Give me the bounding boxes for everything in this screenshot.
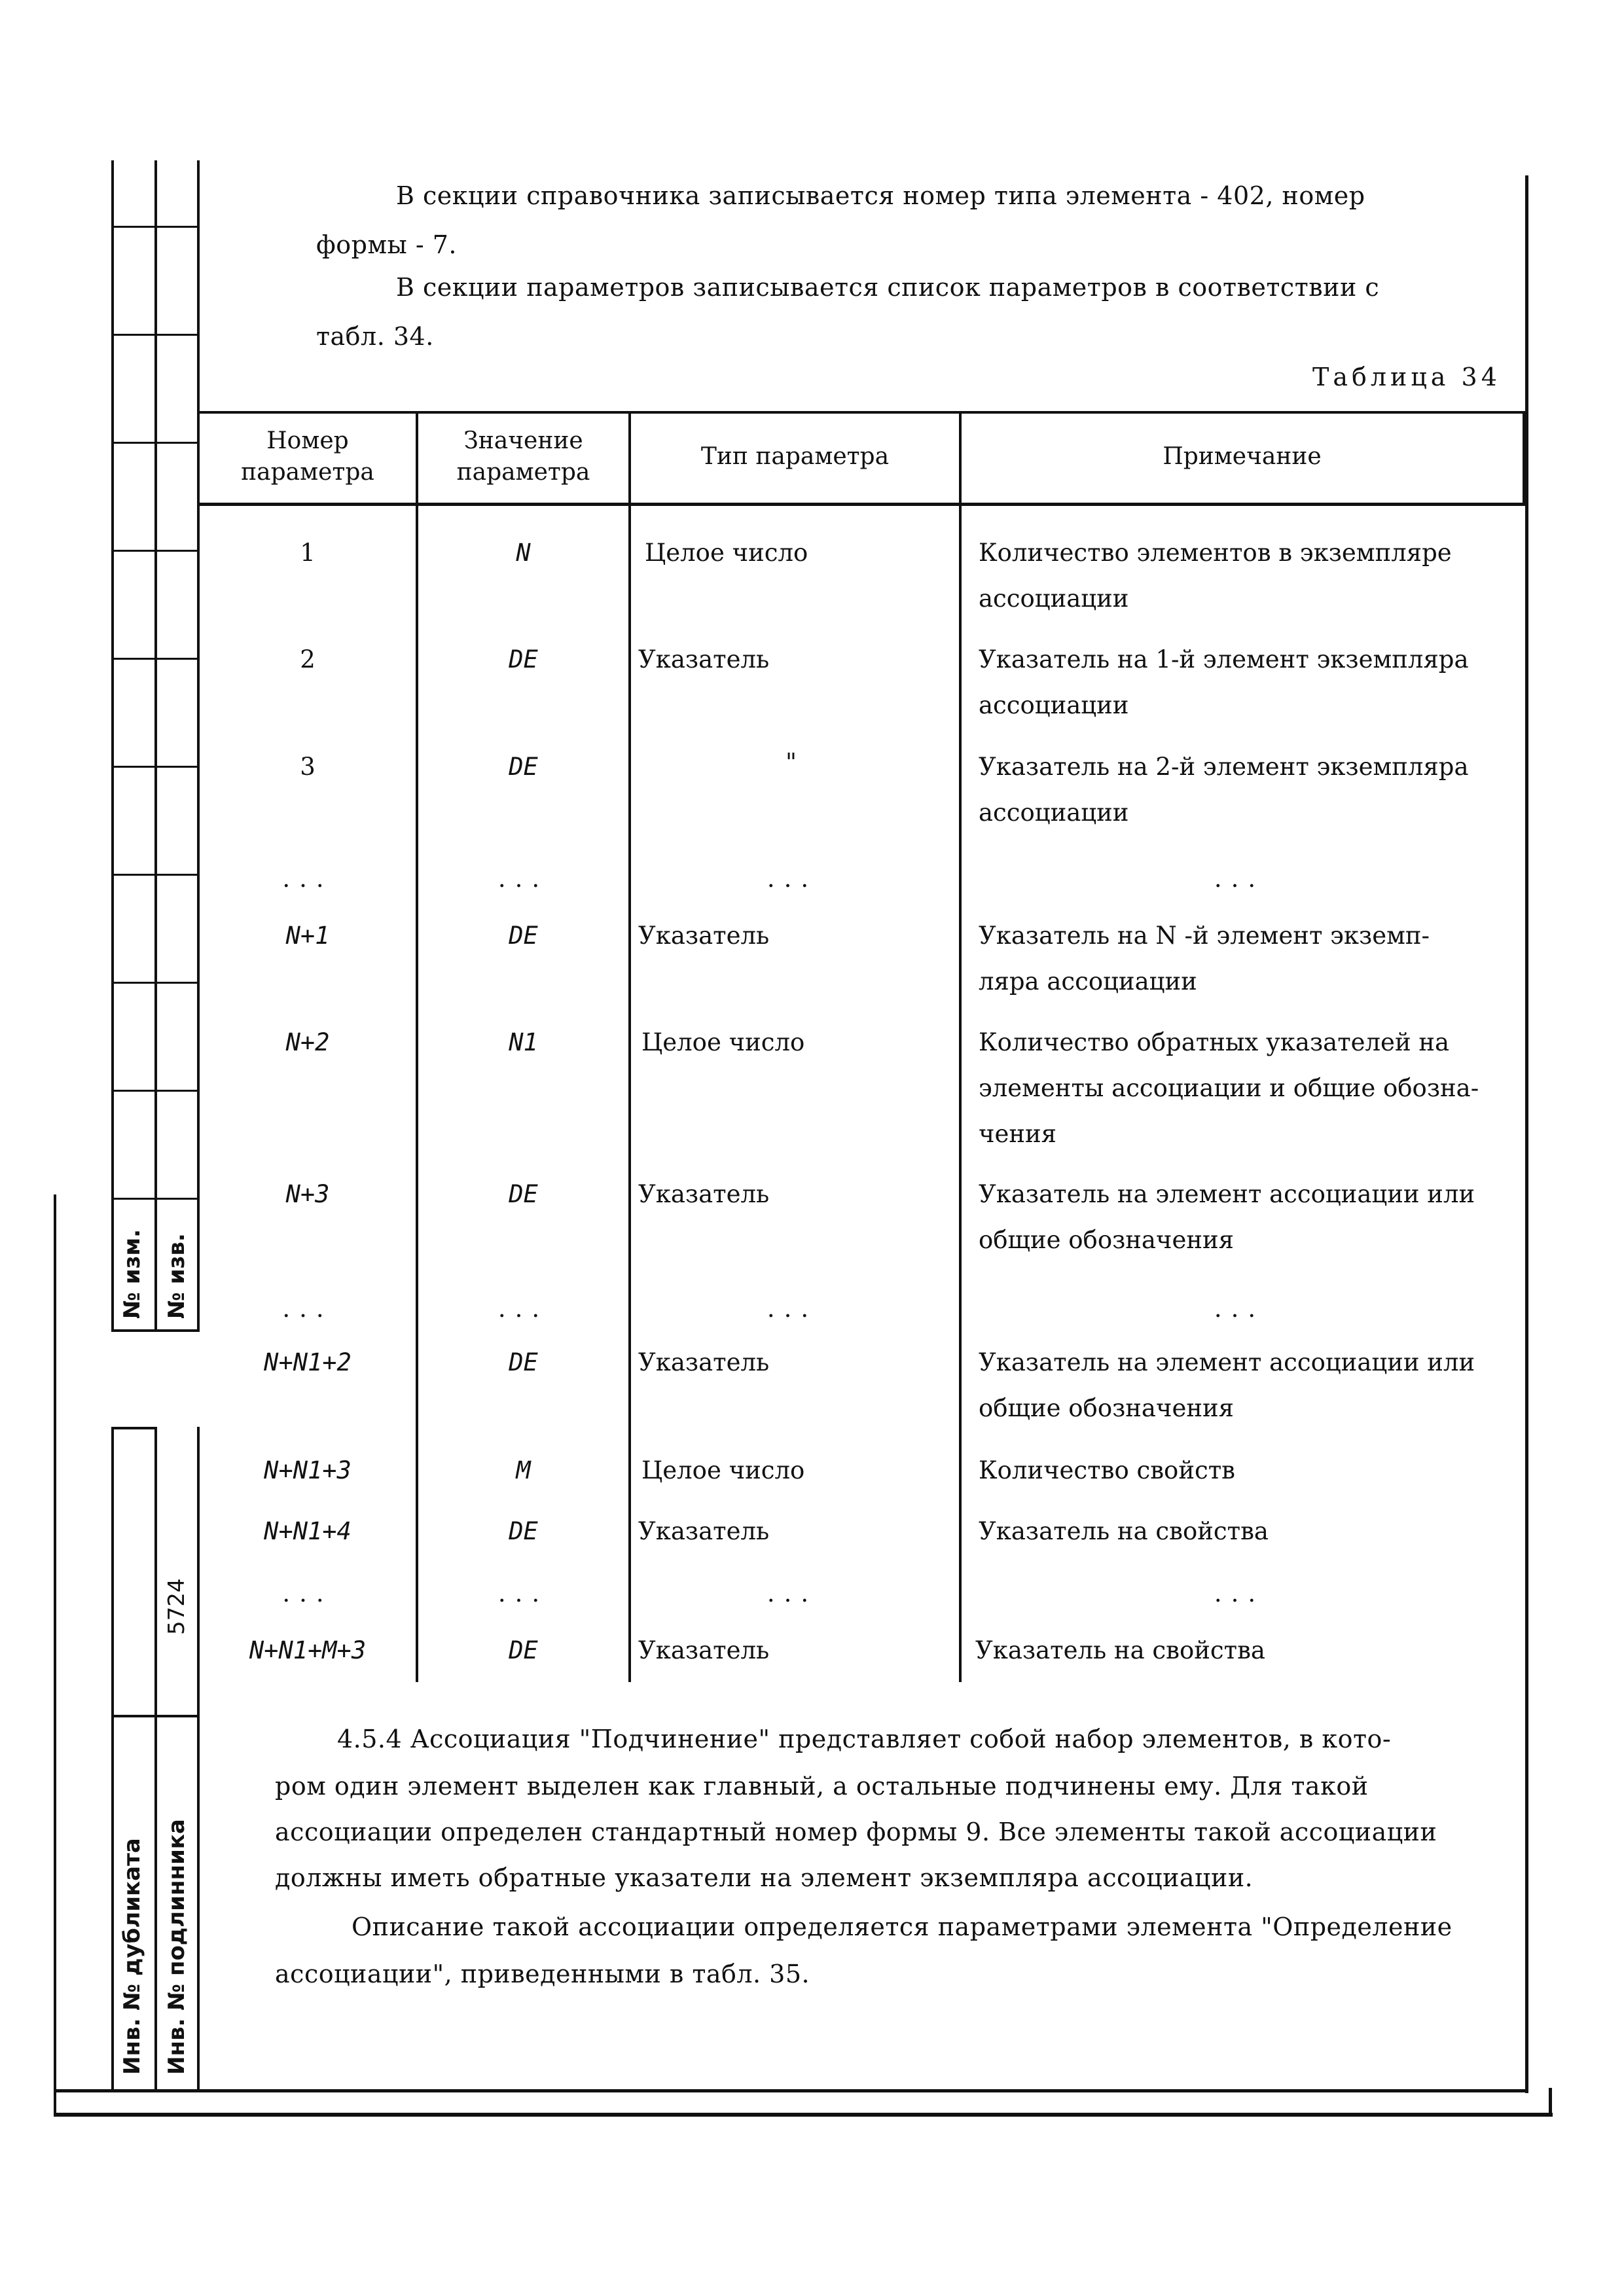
table-row-1-type: Целое число [645, 539, 808, 567]
table-row-13-num: N+N1+M+3 [249, 1636, 367, 1664]
table-row-2-type: Указатель [638, 645, 770, 673]
table-row-6-num: N+2 [285, 1028, 330, 1056]
outer-bottom [54, 2113, 1553, 2117]
table-caption: Таблица 34 [1312, 363, 1501, 391]
table-row-10-val: M [516, 1456, 531, 1484]
table-row-6-val: N1 [509, 1028, 538, 1056]
header-param-value: Значение параметра [456, 427, 590, 486]
table-row-3-note1: Указатель на 2-й элемент экземпляра [979, 753, 1469, 781]
table-row-11-note1: Указатель на свойства [979, 1517, 1269, 1545]
table-row-1-note2: ассоциации [979, 584, 1129, 613]
table-row-3-num: 3 [300, 753, 316, 781]
table-row-11-val: DE [509, 1517, 538, 1545]
outer-right [1549, 2088, 1552, 2115]
table-row-2-val: DE [509, 645, 538, 673]
table-row-5-type: Указатель [638, 922, 770, 950]
section-line-5: Описание такой ассоциации определяется параметрами элемента "Определение [352, 1912, 1453, 1941]
table-row-9-note2: общие обозначения [979, 1394, 1235, 1422]
table-row-7-note1: Указатель на элемент ассоциации или [979, 1180, 1475, 1208]
table-row-9-val: DE [509, 1348, 538, 1376]
table-row-9-type: Указатель [638, 1348, 770, 1376]
section-line-1: 4.5.4 Ассоциация "Подчинение" представляет собой набор элементов, в кото- [337, 1725, 1392, 1753]
table-row-13-note1: Указатель на свойства [975, 1636, 1265, 1664]
table-row-4-num: ... [282, 865, 333, 893]
table-row-6-note1: Количество обратных указателей на [979, 1028, 1450, 1056]
table-row-10-num: N+N1+3 [264, 1456, 352, 1484]
table-row-11-num: N+N1+4 [264, 1517, 352, 1545]
header-param-type: Тип параметра [700, 443, 890, 470]
section-line-4: должны иметь обратные указатели на элемент экземпляра ассоциации. [275, 1863, 1254, 1892]
frame-bottom [54, 2089, 1528, 2092]
intro-p2-line2: табл. 34. [316, 322, 434, 351]
section-line-2: ром один элемент выделен как главный, а остальные подчинены ему. Для такой [275, 1772, 1369, 1801]
table-row-13-type: Указатель [638, 1636, 770, 1664]
table-row-6-note2: элементы ассоциации и общие обозна- [979, 1074, 1479, 1102]
margin-strip-upper [111, 160, 200, 1332]
frame-right [1525, 175, 1528, 2093]
table-row-5-val: DE [509, 922, 538, 950]
table-row-10-note1: Количество свойств [979, 1456, 1236, 1484]
header-param-number: Номер параметра [241, 427, 374, 486]
table-row-1-note1: Количество элементов в экземпляре [979, 539, 1452, 567]
table-row-13-val: DE [509, 1636, 538, 1664]
table-row-7-num: N+3 [285, 1180, 330, 1208]
table-row-7-val: DE [509, 1180, 538, 1208]
table-row-7-note2: общие обозначения [979, 1226, 1235, 1254]
table-row-12-type: ... [767, 1579, 818, 1607]
table-row-6-type: Целое число [641, 1028, 805, 1056]
table-row-8-type: ... [767, 1295, 818, 1323]
table-row-9-note1: Указатель на элемент ассоциации или [979, 1348, 1475, 1376]
intro-p1-line2: формы - 7. [316, 230, 458, 259]
table-row-4-type: ... [767, 865, 818, 893]
table-row-3-val: DE [509, 753, 538, 781]
table-row-11-type: Указатель [638, 1517, 770, 1545]
table-row-7-type: Указатель [638, 1180, 770, 1208]
table-row-5-num: N+1 [285, 922, 330, 950]
table-row-6-note3: чения [979, 1120, 1057, 1148]
table-row-5-note1: Указатель на N -й элемент экземп- [979, 922, 1430, 950]
intro-p1-line1: В секции справочника записывается номер типа элемента - 402, номер [396, 181, 1365, 210]
label-inv-dubl: Инв. № дубликата [119, 1838, 145, 2075]
table-row-1-val: N [516, 539, 531, 567]
table-row-2-note2: ассоциации [979, 691, 1129, 719]
table-row-2-num: 2 [300, 645, 316, 673]
table-row-8-num: ... [282, 1295, 333, 1323]
table-row-2-note1: Указатель на 1-й элемент экземпляра [979, 645, 1469, 673]
table-row-12-val: ... [497, 1579, 549, 1607]
table-row-5-note2: ляра ассоциации [979, 967, 1197, 996]
table-row-10-type: Целое число [641, 1456, 805, 1484]
table-row-8-val: ... [497, 1295, 549, 1323]
table-row-4-val: ... [497, 865, 549, 893]
intro-p2-line1: В секции параметров записывается список параметров в соответствии с [396, 273, 1380, 302]
label-no-izm: № изм. [119, 1229, 145, 1319]
table-row-9-num: N+N1+2 [264, 1348, 352, 1376]
section-line-6: ассоциации", приведенными в табл. 35. [275, 1960, 810, 1988]
table-row-12-num: ... [282, 1579, 333, 1607]
label-no-izv: № изв. [164, 1233, 190, 1319]
label-inv-podl: Инв. № подлинника [164, 1819, 190, 2075]
section-line-3: ассоциации определен стандартный номер формы 9. Все элементы такой ассоциации [275, 1818, 1437, 1846]
table-row-3-type: " [785, 748, 797, 776]
table-row-8-note: ... [1214, 1295, 1265, 1323]
outer-left [54, 1194, 56, 2114]
table-row-3-note2: ассоциации [979, 798, 1129, 827]
label-number: 5724 [164, 1578, 190, 1635]
table-row-1-num: 1 [300, 539, 316, 567]
table-row-4-note: ... [1214, 865, 1265, 893]
header-note: Примечание [1163, 443, 1322, 470]
table-row-12-note: ... [1214, 1579, 1265, 1607]
